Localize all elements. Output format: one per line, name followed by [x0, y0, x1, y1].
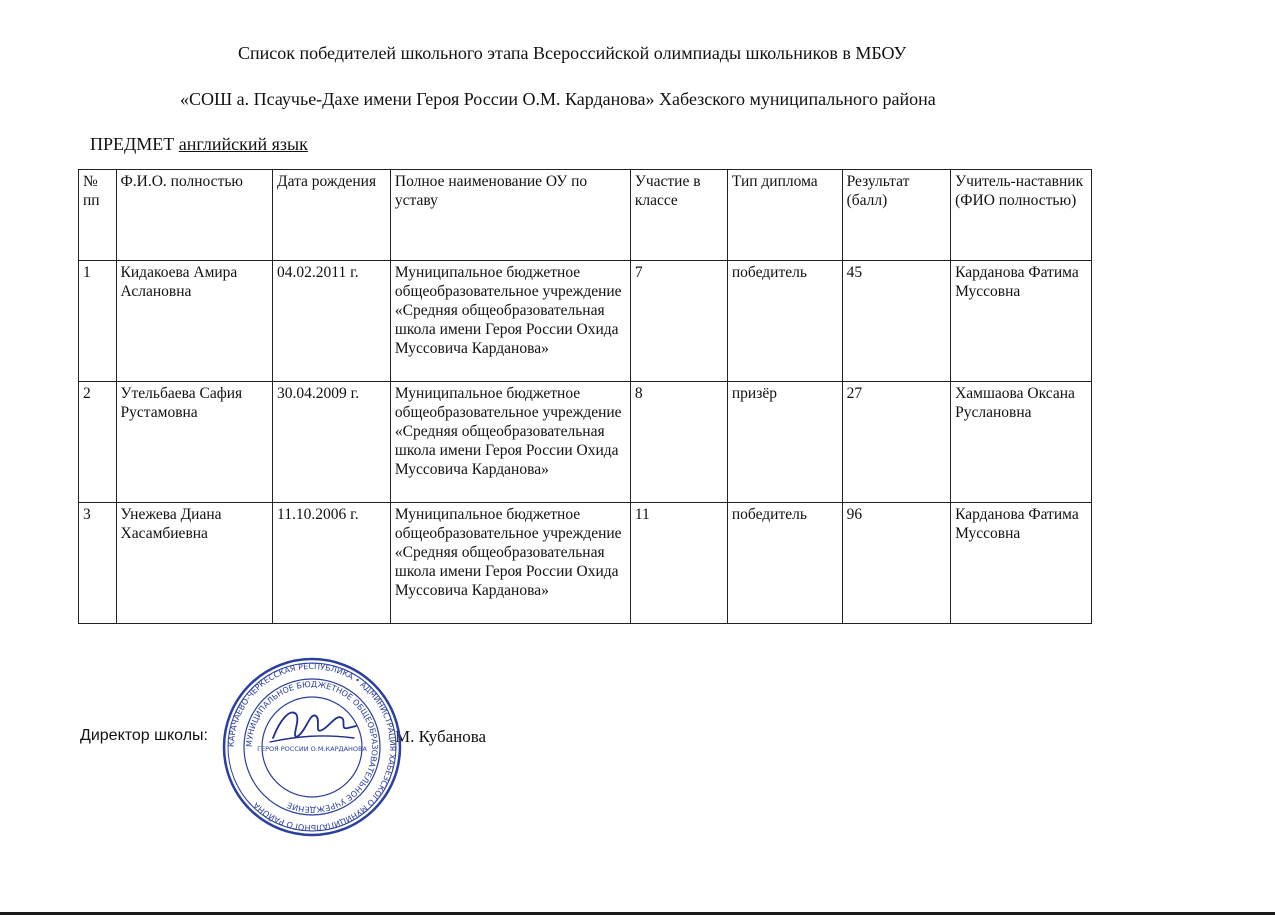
cell-teacher: Карданова Фатима Муссовна [951, 261, 1092, 382]
cell-score: 45 [842, 261, 950, 382]
column-header-full-name: Ф.И.О. полностью [116, 170, 272, 261]
document-title-line-1: Список победителей школьного этапа Всероссийской олимпиады школьников в МБОУ [238, 43, 907, 63]
column-header-score: Результат (балл) [842, 170, 950, 261]
cell-organization: Муниципальное бюджетное общеобразовательное учреждение «Средняя общеобразовательная школа имени Героя России Охида Муссовича Карданова» [390, 261, 630, 382]
cell-diploma-type: призёр [727, 382, 842, 503]
table-row [79, 261, 1092, 382]
cell-birth-date: 11.10.2006 г. [273, 503, 391, 624]
cell-class: 11 [630, 503, 727, 624]
director-name: М. Кубанова [395, 727, 487, 746]
stamp-center-text: ГЕРОЯ РОССИИ О.М.КАРДАНОВА [257, 745, 367, 753]
subject-value: английский язык [178, 134, 308, 154]
stamp-inner-text-path: МУНИЦИПАЛЬНОЕ БЮДЖЕТНОЕ ОБЩЕОБРАЗОВАТЕЛЬНОЕ УЧРЕЖДЕНИЕ [244, 679, 380, 815]
stamp-outer-text-path: КАРАЧАЕВО-ЧЕРКЕССКАЯ РЕСПУБЛИКА • АДМИНИСТРАЦИЯ ХАБЕЗСКОГО МУНИЦИПАЛЬНОГО РАЙОНА [226, 661, 398, 833]
cell-number: 3 [79, 503, 117, 624]
column-header-teacher: Учитель-наставник (ФИО полностью) [951, 170, 1092, 261]
cell-teacher: Хамшаова Оксана Руслановна [951, 382, 1092, 503]
cell-full-name: Утельбаева Сафия Рустамовна [116, 382, 272, 503]
column-header-organization: Полное наименование ОУ по уставу [390, 170, 630, 261]
column-header-number: № пп [79, 170, 117, 261]
subject-label: ПРЕДМЕТ [90, 134, 179, 154]
cell-full-name: Кидакоева Амира Аслановна [116, 261, 272, 382]
cell-teacher: Карданова Фатима Муссовна [951, 503, 1092, 624]
document-title-line-2: «СОШ а. Псаучье-Дахе имени Героя России О.М. Карданова» Хабезского муниципального района [180, 89, 936, 109]
column-header-birth-date: Дата рождения [273, 170, 391, 261]
cell-class: 8 [630, 382, 727, 503]
cell-diploma-type: победитель [727, 503, 842, 624]
cell-score: 27 [842, 382, 950, 503]
cell-organization: Муниципальное бюджетное общеобразовательное учреждение «Средняя общеобразовательная школа имени Героя России Охида Муссовича Карданова» [390, 382, 630, 503]
cell-birth-date: 04.02.2011 г. [273, 261, 391, 382]
subject-line [90, 133, 308, 155]
cell-diploma-type: победитель [727, 261, 842, 382]
column-header-class: Участие в классе [630, 170, 727, 261]
cell-organization: Муниципальное бюджетное общеобразовательное учреждение «Средняя общеобразовательная школа имени Героя России Охида Муссовича Карданова» [390, 503, 630, 624]
column-header-diploma-type: Тип диплома [727, 170, 842, 261]
cell-birth-date: 30.04.2009 г. [273, 382, 391, 503]
table-row [79, 503, 1092, 624]
cell-full-name: Унежева Диана Хасамбиевна [116, 503, 272, 624]
winners-table [78, 169, 1092, 624]
table-header-row [79, 170, 1092, 261]
cell-number: 2 [79, 382, 117, 503]
table-row [79, 382, 1092, 503]
cell-class: 7 [630, 261, 727, 382]
director-label: Директор школы: [80, 727, 208, 744]
cell-score: 96 [842, 503, 950, 624]
director-signature [268, 700, 358, 750]
cell-number: 1 [79, 261, 117, 382]
